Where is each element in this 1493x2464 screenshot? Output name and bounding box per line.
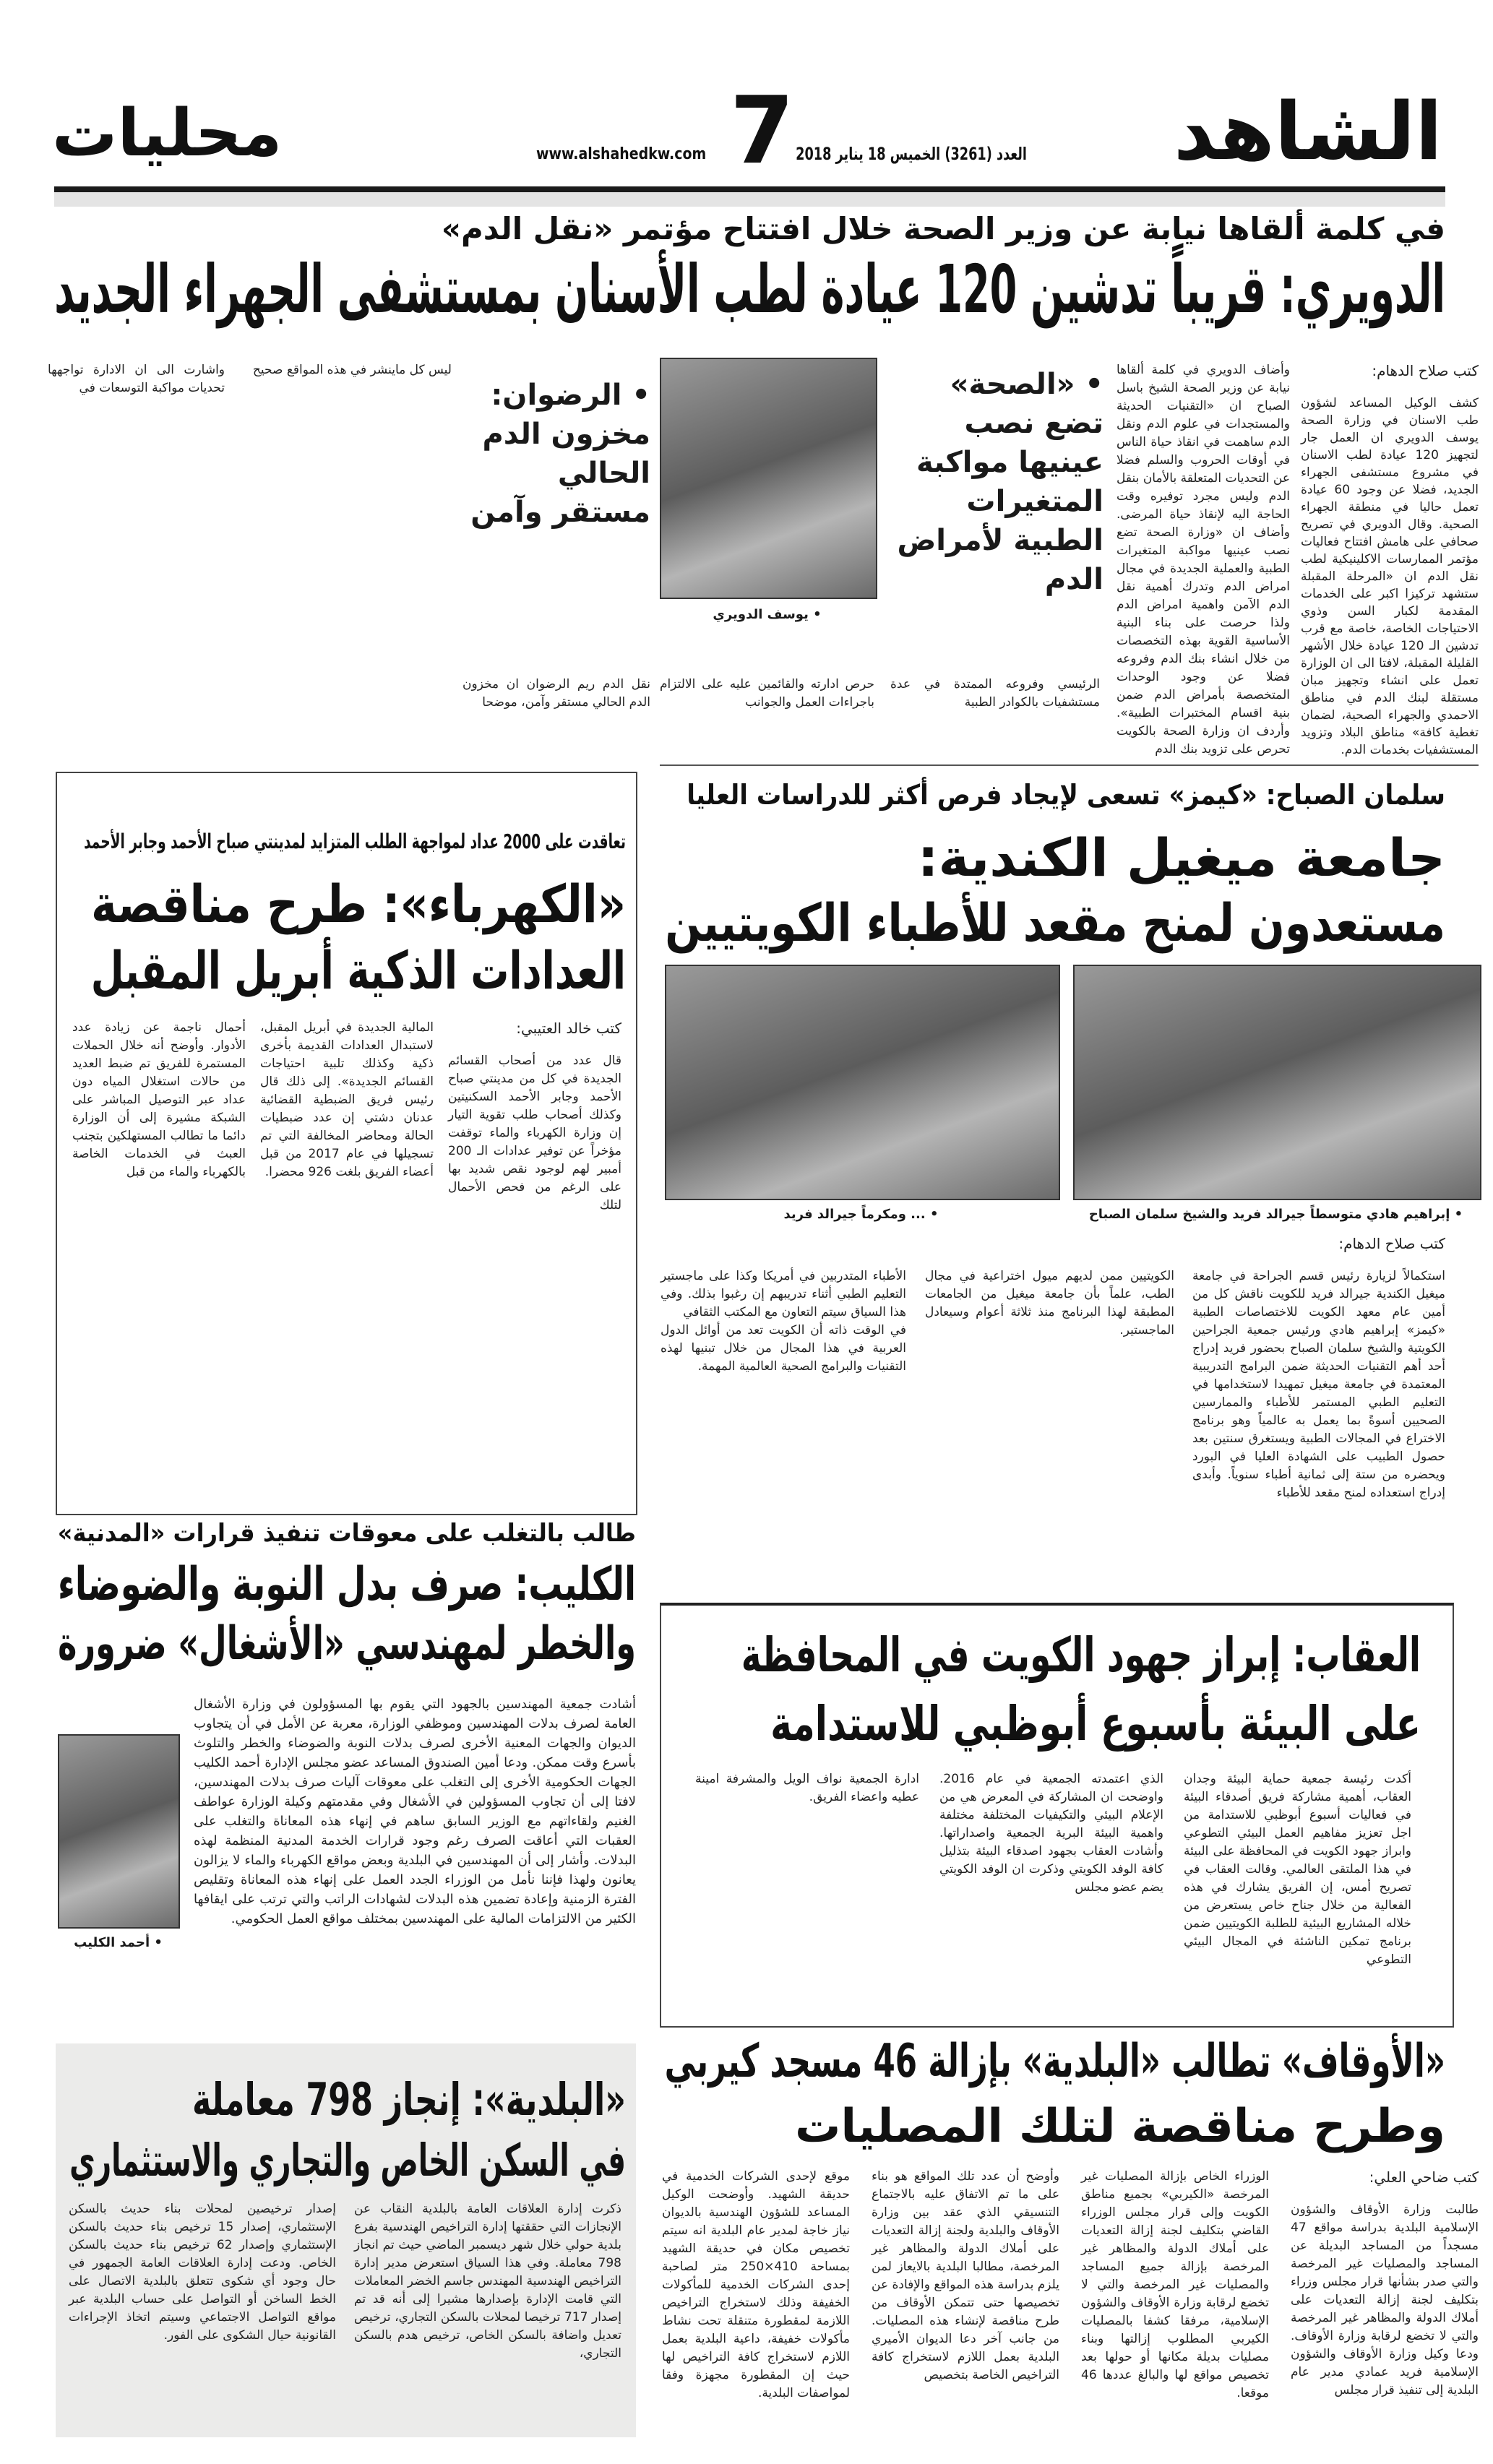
- paragraph: إصدار ترخيصين لمحلات بناء حديث بالسكن الإستثماري، إصدار 15 ترخيص بناء حديث بالسكن الإستثماري وإصدار 62 ترخيص بناء حديث بالسكن الخاص. ودعت إدارة العلاقات العامة الجمهور في حال وجود أي شكوى تتعلق بالبلدية الاتصال على الخط الساخن أو التواصل على حساب البلدية عبر مواقع التواصل الاجتماعي وسيتم اتخاذ الإجراءات القانونية حيال الشكوى على الفور.: [69, 2202, 336, 2343]
- paragraph: موقع لإحدى الشركات الخدمية في حديقة الشهيد. وأوضحت الوكيل المساعد للشؤون الهندسية بالديوان نياز خاجة لمدير عام البلدية انه سيتم تخصيص مكان في حديقة الشهيد بمساحة 410×250 متر لصاحبة إحدى الشركات الخدمية للمأكولات الخفيفة وذلك لاستخراج التراخيص اللازمة لمقطورة متنقلة تحت نشاط مأكولات خفيفة، داعية البلدية بعمل اللازم لاستخراج كافة التراخيص لها حيث إن المقطورة مجهزة وفقا لمواصفات البلدية.: [662, 2169, 850, 2400]
- highlight-quote-1: • «الصحة» تضع نصب عينيها مواكبة المتغيرات الطبية لأمراض الدم: [897, 368, 1103, 596]
- photo-caption: • ... ومكرماً جيرالد فريد: [783, 1207, 939, 1222]
- paragraph: الذي اعتمدته الجمعية في عام 2016. واوضحت ان المشاركة في المعرض هي من الإعلام البيئي والتكيفيات المختلفة مختلفة واهمية البيئة البرية الجمعية واصداراتها. وأشادت العقاب بجهود اصدقاء البيئة بتذليل كافة الوفد الكويتي وذكرت ان الوفد الكويتي يضم عضو مجلس: [939, 1772, 1163, 1895]
- photo-caption: • أحمد الكليب: [74, 1935, 163, 1950]
- paragraph: أشادت جمعية المهندسين بالجهود التي يقوم بها المسؤولون في وزارة الأشغال العامة لصرف بدلات المهندسين وموظفي الوزارة، معربة عن الأمل في أن يتجاوب الديوان والجهات المعنية الأخرى لصرف بدلات النوبة والضوضاء والخطر والتلوث بأسرع وقت ممكن. ودعا أمين الصندوق المساعد عضو مجلس الإدارة أحمد الكليب الجهات الحكومية الأخرى إلى التغلب على معوقات آليات صرف بدلات المهندسين، لافتا إلى أن تجاوب المسؤولين في الأشغال وفي مقدمتهم وكيلة الوزارة عواطف الغنيم ولقاءاتهم مع الوزير السابق ساهم في إنهاء هذه المعاناة والتغلب على العقبات التي أعاقت الصرف رغم وجود قرارات الخدمة المدنية المنظمة لهذه البدلات. وأشار إلى أن المهندسين في البلدية وبعض مواقع الكهرباء والماء لا يزالون يعانون ولهذا فإننا نأمل من الوزراء الجدد العمل على إنهاء هذه المعاناة وتقليص الفترة الزمنية وإعادة تضمين هذه البدلات لشهادات الراتب والتي ترتب على ايقافها الكثير من الالتزامات المالية على المهندسين بمختلف مواقع العمل الحكومي.: [194, 1697, 636, 1926]
- paragraph: قال عدد من أصحاب القسائم الجديدة في كل من مدينتي صباح الأحمد وجابر الأحمد السكنيتين وكذلك أصحاب طلب تقوية التيار إن وزارة الكهرباء والماء توقفت مؤخراً عن توفير عدادات الـ 200 أمبير لهم لوجود نقص شديد بها على الرغم من فحص الأحمال لتلك: [448, 1054, 621, 1212]
- main-headline: الدويري: قريباً تدشين 120 عيادة لطب الأسنان بمستشفى الجهراء الجديد: [54, 251, 1445, 328]
- page-number: 7: [730, 77, 795, 185]
- newspaper-logo: الشاهد: [1173, 85, 1442, 178]
- mcgill-headline-line-2: مستعدون لمنح مقعد للأطباء الكويتيين: [665, 892, 1445, 953]
- kulaib-headline-line-2: والخطر لمهندسي «الأشغال» ضرورة: [58, 1617, 636, 1671]
- okab-column-2: [939, 1770, 1163, 1897]
- kulaib-headline-line-1: الكليب: صرف بدل النوبة والضوضاء: [57, 1558, 637, 1611]
- awqaf-headline-line-2: وطرح مناقصة لتلك المصليات: [795, 2100, 1445, 2153]
- paragraph: ادارة الجمعية نواف الويل والمشرفة امينة عطيه واعضاء الفريق.: [695, 1772, 919, 1804]
- awqaf-column-2: [1081, 2168, 1269, 2403]
- baladiya-headline-line-1: «البلدية»: إنجاز 798 معاملة: [192, 2073, 626, 2126]
- paragraph: ذكرت إدارة العلاقات العامة بالبلدية النقاب عن الإنجازات التي حققتها إدارة التراخيص الهندسية بفرع بلدية حولي خلال شهر ديسمبر الماضي حيث تم انجاز 798 معاملة. وفي هذا السياق استعرض مدير إدارة التراخيص الهندسية المهندس جاسم الخضر المعاملات التي قامت الإدارة بإصدارها مشيرا إلى أنه قد تم إصدار 717 ترخيصا لمحلات بالسكن التجاري، ترخيص تعديل واضافة بالسكن الخاص، ترخيص هدم بالسكن التجاري،: [354, 2202, 621, 2361]
- paragraph: أكدت رئيسة جمعية حماية البيئة وجدان العقاب، أهمية مشاركة فريق أصدقاء البيئة في فعاليات أسبوع أبوظبي للاستدامة من اجل تعزيز مفاهيم العمل البيئي التطوعي وابراز جهود الكويت في المحافظة على البيئة في هذا الملتقى العالمي. وقالت العقاب في تصريح أمس، إن الفريق يشارك في هذه الفعالية من خلال جناح خاص يستعرض من خلاله المشاريع البيئية للطلبة الكويتيين ضمن برنامج تمكين الناشئة في المجال البيئي التطوعي: [1184, 1772, 1411, 1967]
- kahraba-column-1: [448, 1019, 621, 1215]
- okab-headline-line-1: العقاب: إبراز جهود الكويت في المحافظة: [741, 1627, 1421, 1683]
- paragraph: الأطباء المتدربين في أمريكا وكذا على ماجستير التعليم الطبي أثناء تدريبهم إن رغبوا بذلك. وفي هذا السياق سيتم التعاون مع المكتب الثقافي: [661, 1269, 906, 1319]
- mcgill-column-1: [1192, 1234, 1445, 1502]
- website-link[interactable]: www.alshahedkw.com: [536, 145, 707, 163]
- kahraba-column-2: [260, 1019, 434, 1181]
- awqaf-column-3: [872, 2168, 1059, 2385]
- masthead-rule: [54, 186, 1445, 192]
- mcgill-headline-line-1: جامعة ميغيل الكندية:: [917, 827, 1445, 888]
- paragraph: المالية الجديدة في أبريل المقبل، لاستبدال العدادات القديمة بأخرى ذكية وكذلك تلبية احتياجات القسائم الجديدة». إلى ذلك قال رئيس فريق الضبطية القضائية عدنان دشتي إن عدد ضبطيات الحالة ومحاضر المخالفة التي تم تسجيلها في عام 2017 من قبل أعضاء الفريق بلغت 926 محضرا.: [260, 1020, 434, 1179]
- awqaf-column-4: [662, 2168, 850, 2403]
- paragraph: كشف الوكيل المساعد لشؤون طب الاسنان في وزارة الصحة يوسف الدويري ان العمل جار لتجهيز 120 عيادة لطب الاسنان في مشروع مستشفى الجهراء الجديد، فضلا عن وجود 60 عيادة تعمل حاليا في منطقة الجهراء الصحية. وقال الدويري في تصريح صحافي على هامش افتتاح فعاليات مؤتمر الممارسات الاكلينيكية لطب نقل الدم ان «المرحلة المقبلة ستشهد تركيزا اكبر على الخدمات المقدمة لكبار السن وذوي الاحتياجات الخاصة، خاصة مع قرب تدشين الـ 120 عيادة خلال الأشهر القليلة المقبلة، لافتا الى ان الوزارة تعمل على انشاء وتجهيز مبان مستقلة لبنك الدم في مناطق الاحمدي والجهراء الصحية، لضمان تغطية كافة» مناطق البلاد وتزويد المستشفيات بخدمات الدم.: [1301, 396, 1479, 757]
- photo-caption: • يوسف الدويري: [713, 607, 822, 622]
- baladiya-column-1: [354, 2200, 621, 2363]
- baladiya-column-2: [69, 2200, 336, 2345]
- main-column-1: [1301, 361, 1479, 759]
- mcgill-column-3: [661, 1267, 906, 1376]
- section-title: محليات: [52, 95, 283, 171]
- kahraba-column-3: [72, 1019, 246, 1181]
- byline: كتب صلاح الدهام:: [1372, 362, 1479, 379]
- kulaib-kicker: طالب بالتغلب على معوقات تنفيذ قرارات «المدنية»: [57, 1519, 636, 1548]
- byline: كتب خالد العتيبي:: [516, 1020, 621, 1037]
- paragraph: واشارت الى ان الادارة تواجهها تحديات مواكبة التوسعات في: [48, 363, 225, 395]
- section-divider: [660, 764, 1479, 766]
- kahraba-headline-line-2: العدادات الذكية أبريل المقبل: [90, 940, 626, 1001]
- kahraba-headline-line-1: «الكهرباء»: طرح مناقصة: [91, 874, 626, 934]
- okab-column-1: [1184, 1770, 1411, 1969]
- mcgill-column-2: [925, 1267, 1174, 1340]
- photo-honoring: [665, 965, 1060, 1200]
- awqaf-column-1: [1291, 2168, 1479, 2400]
- main-kicker: في كلمة ألقاها نيابة عن وزير الصحة خلال افتتاح مؤتمر «نقل الدم»: [441, 211, 1445, 246]
- main-column-5: [462, 676, 650, 712]
- highlight-quote-2: • الرضوان: مخزون الدم الحالي مستقر وآمن: [470, 379, 650, 529]
- photo-ahmad-al-kulaib: [58, 1734, 180, 1929]
- paragraph: الكويتيين ممن لديهم ميول اختراعية في مجال الطب، علماً بأن جامعة ميغيل من الجامعات المطبقة لهذا البرنامج منذ ثلاثة أعوام وسيعادل الماجستير.: [925, 1269, 1174, 1337]
- awqaf-headline-line-1: «الأوقاف» تطالب «البلدية» بإزالة 46 مسجد كيربي: [664, 2035, 1445, 2088]
- paragraph: الرئيسي وفروعه الممتدة في عدة مستشفيات بالكوادر الطبية: [890, 677, 1100, 710]
- byline: كتب صلاح الدهام:: [1338, 1235, 1445, 1252]
- photo-yousef-al-duwairi: [660, 358, 877, 599]
- paragraph: حرص ادارته والقائمين عليه على الالتزام باجراءات العمل والجوانب: [660, 677, 874, 710]
- byline: كتب ضاحي العلي:: [1369, 2168, 1479, 2186]
- paragraph: الوزراء الخاص بإزالة المصليات غير المرخصة «الكيربي» بجميع مناطق الكويت وإلى قرار مجلس الوزراء القاضي بتكليف لجنة إزالة التعديات على أملاك الدولة والمظاهر غير المرخصة بإزالة جميع المساجد والمصليات غير المرخصة والتي لا تخضع لرقابة وزارة الأوقاف والشؤون الإسلامية، مرفقا كشفا بالمصليات الكيربي المطلوب إزالتها وبناء مصليات بديلة مكانها أو حولها بعد تخصيص مواقع لها والبالغ عددها 46 موقعا.: [1081, 2169, 1269, 2400]
- paragraph: أحمال ناجمة عن زيادة عدد الأدوار. وأوضح أنه خلال الحملات المستمرة للفريق تم ضبط العديد من حالات استغلال المياه دون عداد عبر التوصيل المباشر على الشبكة مشيرة إلى أن الوزارة دائما ما تطالب المستهلكين بتجنب العبث في الخدمات الخاصة بالكهرباء والماء من قبل: [72, 1020, 246, 1179]
- paragraph: في الوقت ذاته أن الكويت تعد من أوائل الدول العربية في هذا المجال من خلال تبنيها لهذه التقنيات والبرامج الصحية العالمية المهمة.: [661, 1323, 906, 1374]
- paragraph: طالبت وزارة الأوقاف والشؤون الإسلامية البلدية بدراسة مواقع 47 مسجداً من المساجد البديلة عن المساجد والمصليات غير المرخصة والتي صدر بشأنها قرار مجلس وزراء بتكليف لجنة إزالة التعديات على أملاك الدولة والمظاهر غير المرخصة والتي لا تخضع لرقابة وزارة الأوقاف. ودعا وكيل وزارة الأوقاف والشؤون الإسلامية فريد عمادي مدير عام البلدية إلى تنفيذ قرار مجلس: [1291, 2202, 1479, 2398]
- paragraph: نقل الدم ريم الرضوان ان مخزون الدم الحالي مستقر وآمن، موضحا: [462, 677, 650, 710]
- mcgill-kicker: سلمان الصباح: «كيمز» تسعى لإيجاد فرص أكثر للدراسات العليا: [687, 779, 1445, 811]
- main-column-7: [48, 361, 225, 397]
- paragraph: استكمالاً لزيارة رئيس قسم الجراحة في جامعة ميغيل الكندية جيرالد فريد للكويت ناقش كل من أمين عام معهد الكويت للاختصاصات الطبية «كيمز» إبراهيم هادي ورئيس جمعية الجراحين الكويتية والشيخ سلمان الصباح بحضور فريد إدراج أحد أهم التقنيات الحديثة ضمن البرامج التدريبية المعتمدة في جامعة ميغيل تمهيدا لاستخدامها في التعليم الطبي المستمر للأطباء والممارسين الصحيين أسوةً بما يعمل به عالمياً وهو برنامج الاختراع في المجالات الطبية ويستغرق سنتين بعد حصول الطبيب على الشهادة العليا في البورد ويحضره من ستة إلى ثمانية أطباء سنوياً. وأبدى إدراج استعداده لمنح مقعد للأطباء: [1192, 1269, 1445, 1500]
- paragraph: وأضاف الدويري في كلمة ألقاها نيابة عن وزير الصحة الشيخ باسل الصباح ان «التقنيات الحديثة والمستجدات في علوم الدم ونقل الدم ساهمت في انقاذ حياة الناس في أوقات الحروب والسلم فضلا عن التحديات المتعلقة بالأمان بنقل الدم وليس مجرد توفيره وقت الحاجة اليه لإنقاذ حياة المرضى. وأضاف ان «وزارة الصحة تضع نصب عينيها مواكبة المتغيرات الطبية والعملية الجديدة في مجال امراض الدم وتدرك أهمية نقل الدم الآمن واهمية امراض الدم ولذا حرصت على بناء البنية الأساسية القوية بهذه التخصصات من خلال انشاء بنك الدم وفروعه فضلا عن وجود الوحدات المتخصصة بأمراض الدم ضمن بنية اقسام المختبرات الطبية». وأردف ان وزارة الصحة بالكويت تحرص على تزويد بنك الدم: [1116, 363, 1290, 757]
- paragraph: ليس كل ماينشر في هذه المواقع صحيح: [252, 363, 452, 377]
- main-column-6: [238, 361, 452, 379]
- photo-caption: • إبراهيم هادي متوسطاً جيرالد فريد والشيخ سلمان الصباح: [1088, 1207, 1463, 1222]
- kulaib-body: [194, 1694, 636, 1929]
- paragraph: وأوضح أن عدد تلك المواقع هو بناء على ما تم الاتفاق عليه بالاجتماع التنسيقي الذي عقد بين وزارة الأوقاف والبلدية ولجنة إزالة التعديات على أملاك الدولة والمظاهر غير المرخصة، مطالبا البلدية بالايعاز لمن يلزم بدراسة هذه المواقع والإفادة عن تخصيصها حتى تتمكن الأوقاف من طرح مناقصة لإنشاء هذه المصليات. من جانب آخر دعا الديوان الأميري البلدية بعمل اللازم لاستخراج كافة التراخيص الخاصة بتخصيص: [872, 2169, 1059, 2382]
- baladiya-headline-line-2: في السكن الخاص والتجاري والاستثماري: [69, 2134, 626, 2187]
- main-column-4: [660, 676, 874, 712]
- masthead-band: [54, 192, 1445, 207]
- okab-column-3: [695, 1770, 919, 1806]
- main-column-3: [890, 676, 1100, 712]
- issue-date: العدد (3261) الخميس 18 يناير 2018: [796, 144, 1027, 164]
- main-column-2: [1116, 361, 1290, 759]
- kahraba-kicker: تعاقدت على 2000 عداد لمواجهة الطلب المتزايد لمدينتي صباح الأحمد وجابر الأحمد: [84, 830, 626, 853]
- photo-meeting: [1073, 965, 1481, 1200]
- okab-headline-line-2: على البيئة بأسبوع أبوظبي للاستدامة: [770, 1696, 1421, 1752]
